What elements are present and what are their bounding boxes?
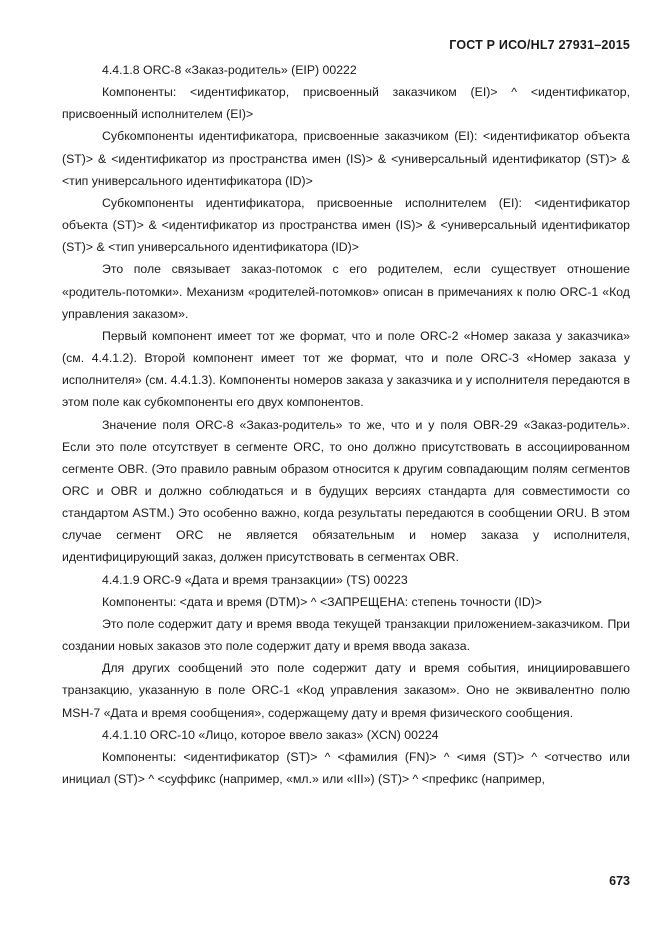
section-heading-orc-9: 4.4.1.9 ORC-9 «Дата и время транзакции» (TS) 00223 [102, 572, 408, 587]
section-heading-orc-10: 4.4.1.10 ORC-10 «Лицо, которое ввело заказ» (XCN) 00224 [102, 727, 439, 742]
paragraph-orc-9-description: Это поле содержит дату и время ввода текущей транзакции приложением-заказчиком. При создании новых заказов это поле содержит дату и время ввода заказа. [62, 616, 630, 654]
paragraph-first-component: Первый компонент имеет тот же формат, что и поле ORC-2 «Номер заказа у заказчика» (см. 4.4.1.2). Второй компонент имеет тот же формат, что и поле ORC-3 «Номер заказа у исполнителя» (см. 4.4.1.3). Компоненты номеров заказа у заказчика и у исполнителя передаются в этом поле как субкомпоненты его двух компонентов. [62, 328, 630, 410]
paragraph-subcomponents-filler: Субкомпоненты идентификатора, присвоенные исполнителем (EI): <идентификатор объекта (ST)> & <идентификатор из пространства имен (IS)> & <универсальный идентификатор (ST)> & <тип универсального идентификатора (ID)> [62, 195, 630, 255]
paragraph-parent-child: Это поле связывает заказ-потомок с его родителем, если существует отношение «родитель-потомки». Механизм «родителей-потомков» описан в примечаниях к полю ORC-1 «Код управления заказом». [62, 262, 630, 321]
section-heading-orc-8: 4.4.1.8 ORC-8 «Заказ-родитель» (EIP) 00222 [102, 63, 357, 77]
page-number: 673 [609, 874, 630, 888]
document-body [62, 59, 630, 790]
standard-header: ГОСТ Р ИСО/HL7 27931–2015 [449, 38, 630, 52]
paragraph-components-orc-10: Компоненты: <идентификатор (ST)> ^ <фамилия (FN)> ^ <имя (ST)> ^ <отчество или инициал (ST)> ^ <суффикс (например, «мл.» или «III») (ST)> ^ <префикс (например, [62, 749, 630, 786]
paragraph-value-orc-8: Значение поля ORC-8 «Заказ-родитель» то же, что и у поля OBR-29 «Заказ-родитель». Если это поле отсутствует в сегменте ORC, то оно должно присутствовать в ассоциированном сегменте OBR. (Это правило равным образом относится к другим совпадающим полям сегментов ORC и OBR и должно соблюдаться и в будущих версиях стандарта для совместимости со стандартом ASTM.) Это особенно важно, когда результаты передаются в сообщении ORU. В этом случае сегмент ORC не является обязательным и номер заказа у исполнителя, идентифицирующий заказ, должен присутствовать в сегментах OBR. [62, 417, 630, 565]
paragraph-components-orc-8: Компоненты: <идентификатор, присвоенный заказчиком (EI)> ^ <идентификатор, присвоенный исполнителем (EI)> [62, 85, 630, 122]
paragraph-components-orc-9: Компоненты: <дата и время (DTM)> ^ <ЗАПРЕЩЕНА: степень точности (ID)> [102, 594, 542, 609]
paragraph-orc-9-other-messages: Для других сообщений это поле содержит дату и время события, инициировавшего транзакцию, указанную в поле ORC-1 «Код управления заказом». Оно не эквивалентно полю MSH-7 «Дата и время сообщения», содержащему дату и время физического сообщения. [62, 661, 630, 720]
paragraph-subcomponents-placer: Субкомпоненты идентификатора, присвоенные заказчиком (EI): <идентификатор объекта (ST)> & <идентификатор из пространства имен (IS)> & <универсальный идентификатор (ST)> & <тип универсального идентификатора (ID)> [62, 129, 630, 188]
